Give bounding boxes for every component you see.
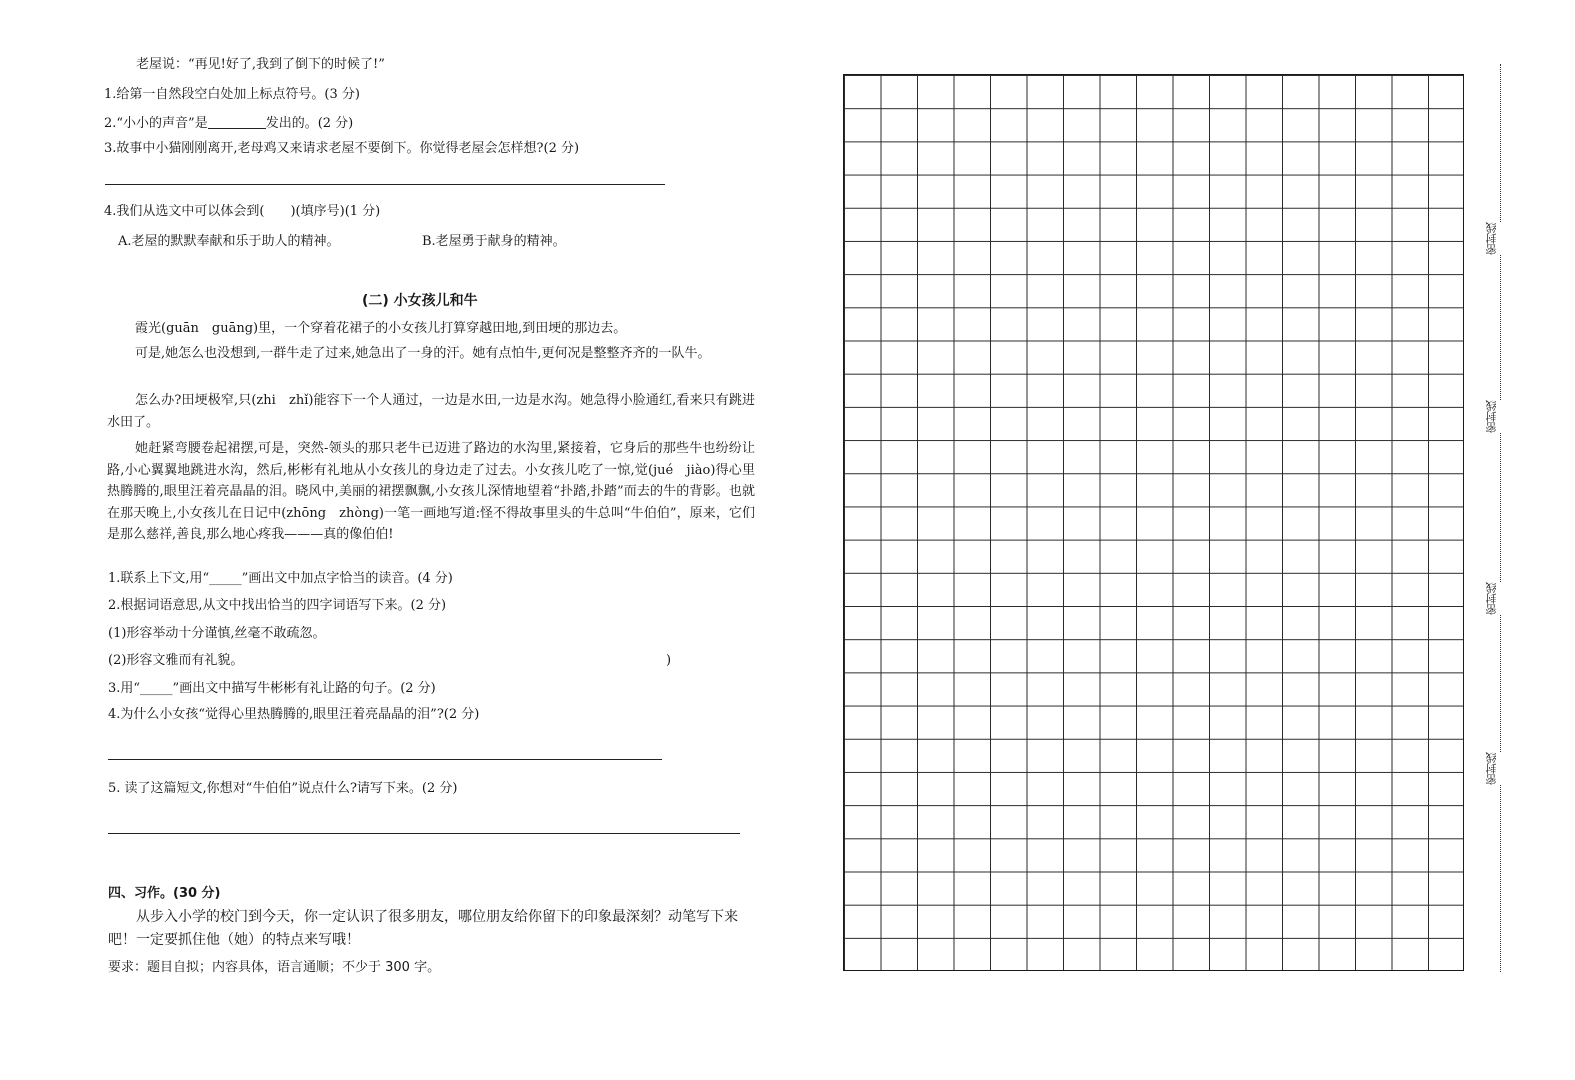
answer-line-r2-q5[interactable] <box>108 833 740 834</box>
question-2-sound <box>104 116 353 132</box>
composition-requirement: 要求：题目自拟；内容具体，语言通顺；不少于 300 字。 <box>108 960 441 975</box>
seal-line <box>1500 64 1501 972</box>
r2-question-2: 2.根据词语意思,从文中找出恰当的四字词语写下来。(2 分) <box>108 598 447 613</box>
seal-line-label: 密封线 <box>1486 752 1516 785</box>
r2-question-1: 1.联系上下文,用“_____”画出文中加点字恰当的读音。(4 分) <box>108 571 453 586</box>
r2-question-2b-paren: ) <box>666 653 672 668</box>
story-closing-line: 老屋说：“再见!好了,我到了倒下的时候了!” <box>136 57 385 72</box>
composition-heading: 四、习作。(30 分) <box>108 886 221 901</box>
option-b: B.老屋勇于献身的精神。 <box>422 234 566 249</box>
question-2-prefix: 2.“小小的声音”是 <box>104 116 208 131</box>
seal-line-label: 密封线 <box>1486 222 1516 255</box>
passage-title: (二) 小女孩儿和牛 <box>362 293 478 309</box>
composition-prompt: 从步入小学的校门到今天，你一定认识了很多朋友，哪位朋友给你留下的印象最深刻？动笔写下来吧！一定要抓住他（她）的特点来写哦！ <box>108 909 738 948</box>
r2-question-4: 4.为什么小女孩“觉得心里热腾腾的,眼里汪着亮晶晶的泪”?(2 分) <box>108 707 480 722</box>
question-2-blank[interactable] <box>208 116 266 129</box>
passage-paragraph: 她赶紧弯腰卷起裙摆,可是，突然-领头的那只老牛已迈进了路边的水沟里,紧接着，它身后的那些牛也纷纷让路,小心翼翼地跳进水沟，然后,彬彬有礼地从小女孩儿的身边走了过去。小女孩儿吃了一惊,觉(jué jiào)得心里热腾腾的,眼里汪着亮晶晶的泪。晓风中,美丽的裙摆飘飘,小女孩儿深情地望着“扑踏,扑踏”而去的牛的背影。也就在那天晚上,小女孩儿在日记中(zhōng zhòng)一笔一画地写道:怪不得故事里头的牛总叫“牛伯伯”，原来，它们是那么慈祥,善良,那么地心疼我———真的像伯伯! <box>107 441 755 542</box>
passage-paragraph: 霞光(guān guāng)里，一个穿着花裙子的小女孩儿打算穿越田地,到田埂的那边去。 <box>135 321 627 336</box>
composition-writing-grid[interactable] <box>843 74 1464 971</box>
passage-paragraph: 怎么办?田埂极窄,只(zhi zhǐ)能容下一个人通过，一边是水田,一边是水沟。她急得小脸通红,看来只有跳进水田了。 <box>107 393 755 430</box>
seal-line-label: 密封线 <box>1486 400 1516 433</box>
question-2-suffix: 发出的。(2 分) <box>265 116 354 131</box>
seal-line-label: 密封线 <box>1486 582 1516 615</box>
question-4-choice: 4.我们从选文中可以体会到( )(填序号)(1 分) <box>104 204 381 219</box>
r2-question-2b: (2)形容文雅而有礼貌。 <box>108 653 244 668</box>
r2-question-3: 3.用“_____”画出文中描写牛彬彬有礼让路的句子。(2 分) <box>108 681 436 696</box>
passage-paragraph: 可是,她怎么也没想到,一群牛走了过来,她急出了一身的汗。她有点怕牛,更何况是整整齐齐的一队牛。 <box>135 346 711 361</box>
answer-line-r2-q4[interactable] <box>108 759 662 760</box>
question-3-think: 3.故事中小猫刚刚离开,老母鸡又来请求老屋不要倒下。你觉得老屋会怎样想?(2 分) <box>104 141 580 156</box>
r2-question-2a: (1)形容举动十分谨慎,丝毫不敢疏忽。 <box>108 626 326 641</box>
question-1-punctuation: 1.给第一自然段空白处加上标点符号。(3 分) <box>104 87 360 102</box>
r2-question-5: 5. 读了这篇短文,你想对“牛伯伯”说点什么?请写下来。(2 分) <box>108 781 458 796</box>
option-a: A.老屋的默默奉献和乐于助人的精神。 <box>118 234 340 249</box>
answer-line-q3[interactable] <box>105 184 665 185</box>
